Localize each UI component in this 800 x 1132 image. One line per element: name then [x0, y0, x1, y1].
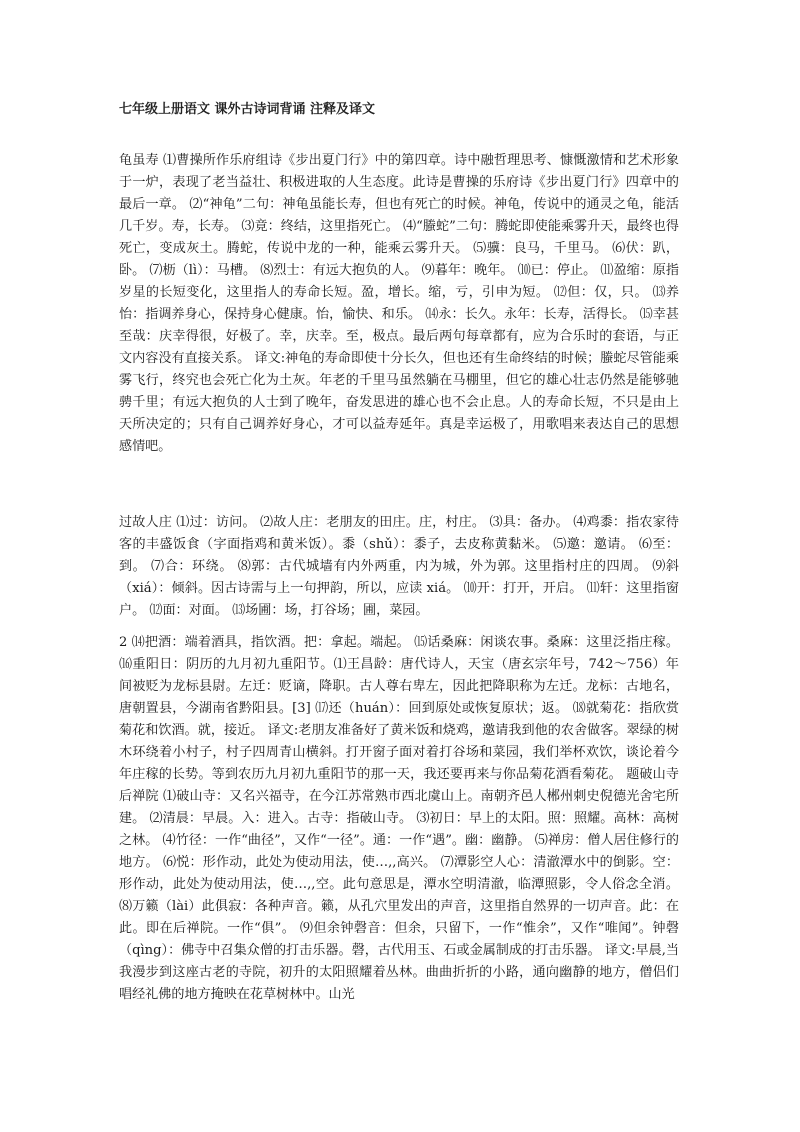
paragraph-notes-and-po-shan-si: 2 ⒁把酒：端着酒具，指饮酒。把：拿起。端起。 ⒂话桑麻：闲谈农事。桑麻：这里泛指庄稼。 ⒃重阳日：阴历的九月初九重阳节。⑴王昌龄：唐代诗人，天宝（唐玄宗年号，742～756）年间被贬为龙标县尉。左迁：贬谪，降职。古人尊右卑左，因此把降职称为左迁。龙标：古地名，唐朝置县，今湖南省黔阳县。[3] ⒄还（huán）：回到原处或恢复原状；返。 ⒅就菊花：指欣赏菊花和饮酒。就，接近。 译文:老朋友准备好了黄米饭和烧鸡，邀请我到他的农舍做客。翠绿的树木环绕着小村子，村子四周青山横斜。打开窗子面对着打谷场和菜园，我们举杯欢饮，谈论着今年庄稼的长势。等到农历九月初九重阳节的那一天，我还要再来与你品菊花酒看菊花。 题破山寺后禅院 ⑴破山寺：又名兴福寺，在今江苏常熟市西北虞山上。南朝齐邑人郴州刺史倪德光舍宅所建。 ⑵清晨：早晨。入：进入。古寺：指破山寺。 ⑶初日：早上的太阳。照：照耀。高林：高树之林。 ⑷竹径：一作“曲径”，又作“一径”。通：一作“遇”。幽：幽静。 ⑸禅房：僧人居住修行的地方。 ⑹悦：形作动，此处为使动用法，使…,,高兴。 ⑺潭影空人心：清澈潭水中的倒影。空：形作动，此处为使动用法，使…,,空。此句意思是，潭水空明清澈，临潭照影，令人俗念全消。 ⑻万籁（lài）此俱寂：各种声音。籁，从孔穴里发出的声音，这里指自然界的一切声音。此：在此。即在后禅院。一作“俱”。 ⑼但余钟磬音：但余，只留下，一作“惟余”，又作“唯闻”。钟磬（qìng）：佛寺中召集众僧的打击乐器。磬，古代用玉、石或金属制成的打击乐器。 译文:早晨,当我漫步到这座古老的寺院，初升的太阳照耀着丛林。曲曲折折的小路，通向幽静的地方，僧侣们唱经礼佛的地方掩映在花草树林中。山光: [119, 635, 679, 1002]
paragraph-guo-gu-ren-zhuang: 过故人庄 ⑴过：访问。 ⑵故人庄：老朋友的田庄。庄，村庄。 ⑶具：备办。 ⑷鸡黍：指农家待客的丰盛饭食（字面指鸡和黄米饭）。黍（shǔ）：黍子，去皮称黄黏米。 ⑸邀：邀请。 ⑹至：到。 ⑺合：环绕。 ⑻郭：古代城墙有内外两重，内为城，外为郭。这里指村庄的四周。 ⑼斜（xiá）：倾斜。因古诗需与上一句押韵，所以，应读 xiá。 ⑽开：打开，开启。 ⑾轩：这里指窗户。 ⑿面：对面。 ⒀场圃：场，打谷场；圃，菜园。: [119, 515, 679, 618]
paragraph-gui-sui-shou: 龟虽寿 ⑴曹操所作乐府组诗《步出夏门行》中的第四章。诗中融哲理思考、慷慨激情和艺术形象于一炉，表现了老当益壮、积极进取的人生态度。此诗是曹操的乐府诗《步出夏门行》四章中的最后一章。 ⑵“神龟”二句：神龟虽能长寿，但也有死亡的时候。神龟，传说中的通灵之龟，能活几千岁。寿，长寿。 ⑶竟：终结，这里指死亡。 ⑷“螣蛇”二句：腾蛇即使能乘雾升天，最终也得死亡，变成灰土。腾蛇，传说中龙的一种，能乘云雾升天。 ⑸骥：良马，千里马。 ⑹伏：趴，卧。 ⑺枥（lì）：马槽。 ⑻烈士：有远大抱负的人。 ⑼暮年：晚年。 ⑽已：停止。 ⑾盈缩：原指岁星的长短变化，这里指人的寿命长短。盈，增长。缩，亏，引申为短。 ⑿但：仅，只。 ⒀养怡：指调养身心，保持身心健康。怡，愉快、和乐。 ⒁永：长久。永年：长寿，活得长。 ⒂幸甚至哉：庆幸得很，好极了。幸，庆幸。至，极点。最后两句每章都有，应为合乐时的套语，与正文内容没有直接关系。 译文:神龟的寿命即使十分长久，但也还有生命终结的时候；螣蛇尽管能乘雾飞行，终究也会死亡化为土灰。年老的千里马虽然躺在马棚里，但它的雄心壮志仍然是能够驰骋千里；有远大抱负的人士到了晚年，奋发思进的雄心也不会止息。人的寿命长短，不只是由上天所决定的；只有自己调养好身心，才可以益寿延年。真是幸运极了，用歌唱来表达自己的思想感情吧。: [119, 153, 679, 454]
document-title: 七年级上册语文 课外古诗词背诵 注释及译文: [119, 102, 376, 117]
